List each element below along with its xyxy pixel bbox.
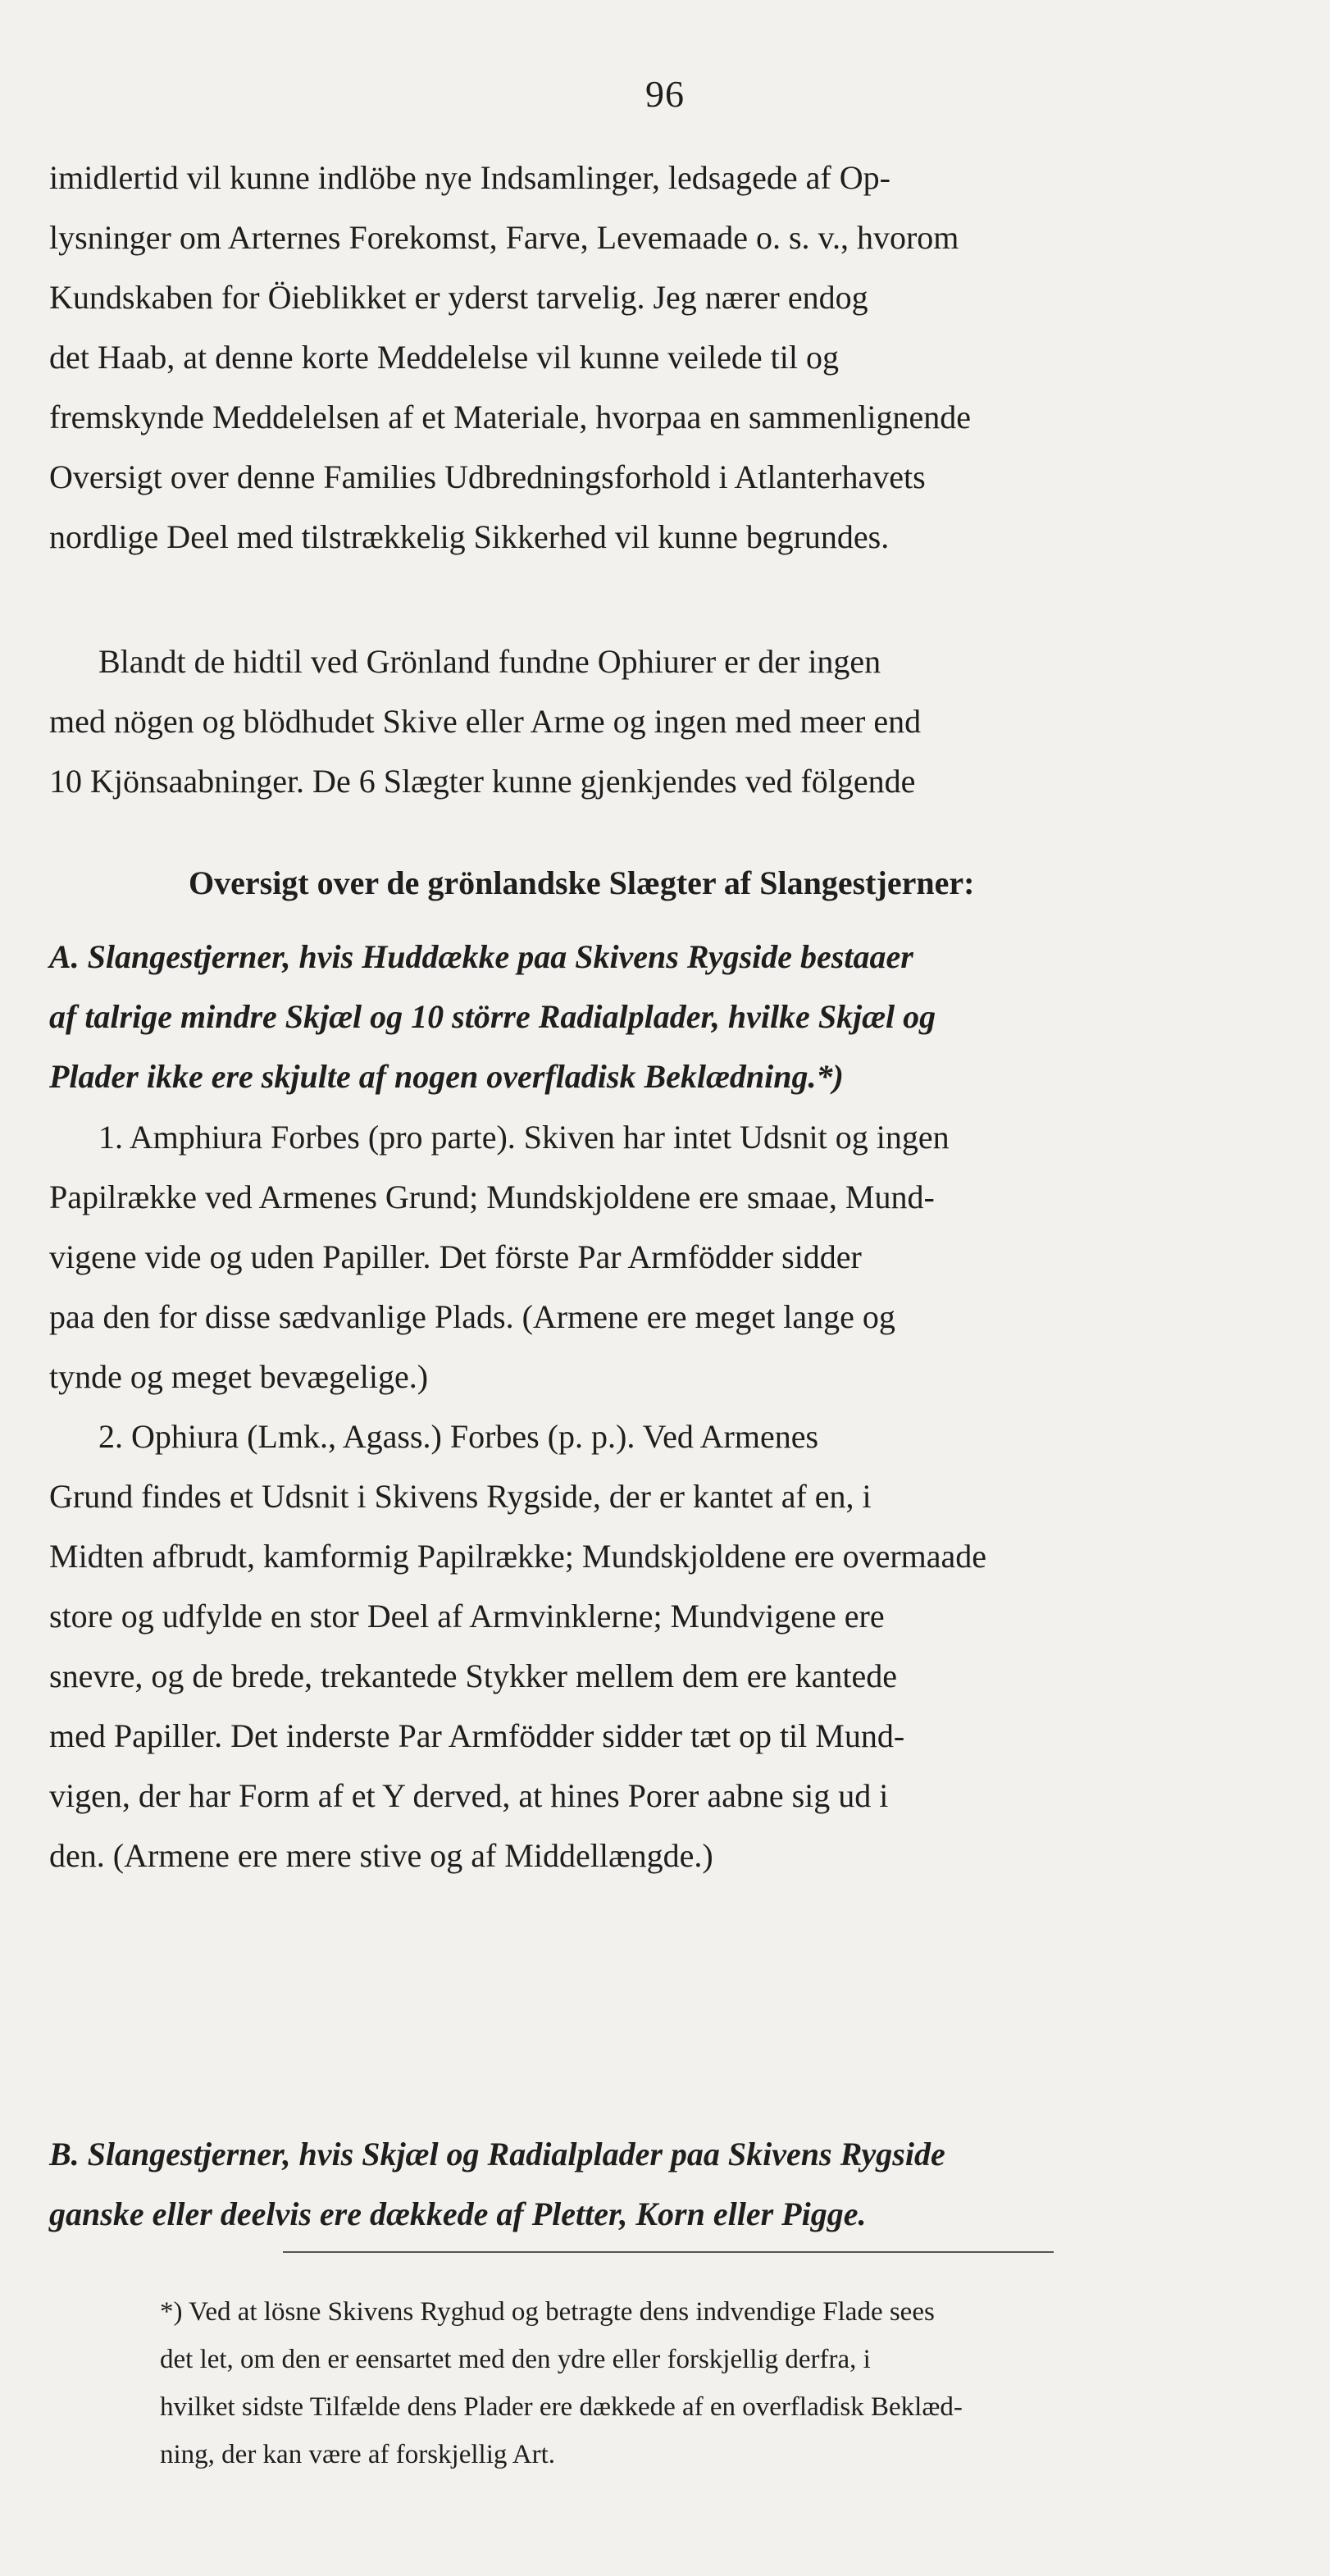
paragraph-ophiurer: [49, 631, 1328, 811]
text-line: store og udfylde en stor Deel af Armvinklerne; Mundvigene ere: [49, 1598, 885, 1635]
text-line: A. Slangestjerner, hvis Huddække paa Skivens Rygside bestaaer: [49, 938, 913, 975]
text-line: ganske eller deelvis ere dækkede af Pletter, Korn eller Pigge.: [49, 2195, 867, 2232]
section-a: [49, 927, 1328, 1106]
text-line: fremskynde Meddelelsen af et Materiale, hvorpaa en sammenlignende: [49, 399, 972, 435]
text-line: Kundskaben for Öieblikket er yderst tarvelig. Jeg nærer endog: [49, 279, 868, 316]
text-line: vigene vide og uden Papiller. Det förste Par Armfödder sidder: [49, 1238, 862, 1275]
text-line: det Haab, at denne korte Meddelelse vil kunne veilede til og: [49, 339, 840, 376]
footnote: [160, 2288, 1324, 2478]
text-line: 1. Amphiura Forbes (pro parte). Skiven har intet Udsnit og ingen: [98, 1119, 950, 1156]
section-b: [49, 2124, 1328, 2244]
text-line: den. (Armene ere mere stive og af Middellængde.): [49, 1837, 713, 1874]
footnote-line: *) Ved at lösne Skivens Ryghud og betragte dens indvendige Flade sees: [160, 2297, 935, 2327]
text-line: imidlertid vil kunne indlöbe nye Indsamlinger, ledsagede af Op-: [49, 159, 890, 196]
text-line: Midten afbrudt, kamformig Papilrække; Mundskjoldene ere overmaade: [49, 1538, 987, 1575]
item-ophiura: [49, 1407, 1328, 1885]
text-line: 10 Kjönsaabninger. De 6 Slægter kunne gjenkjendes ved fölgende: [49, 763, 916, 800]
text-line: paa den for disse sædvanlige Plads. (Armene ere meget lange og: [49, 1298, 895, 1335]
text-line: tynde og meget bevægelige.): [49, 1358, 429, 1395]
text-line: af talrige mindre Skjæl og 10 större Radialplader, hvilke Skjæl og: [49, 998, 936, 1035]
text-line: lysninger om Arternes Forekomst, Farve, Levemaade o. s. v., hvorom: [49, 219, 959, 256]
footnote-line: det let, om den er eensartet med den ydre eller forskjellig derfra, i: [160, 2345, 871, 2374]
text-line: med nögen og blödhudet Skive eller Arme og ingen med meer end: [49, 703, 922, 740]
item-amphiura: [49, 1107, 1328, 1407]
text-line: Grund findes et Udsnit i Skivens Rygside, der er kantet af en, i: [49, 1478, 872, 1515]
footnote-divider: [283, 2251, 1054, 2253]
text-line: snevre, og de brede, trekantede Stykker mellem dem ere kantede: [49, 1657, 898, 1694]
footnote-line: hvilket sidste Tilfælde dens Plader ere dækkede af en overfladisk Beklæd-: [160, 2392, 963, 2422]
text-line: Papilrække ved Armenes Grund; Mundskjoldene ere smaae, Mund-: [49, 1179, 935, 1215]
text-line: Plader ikke ere skjulte af nogen overfladisk Beklædning.*): [49, 1058, 844, 1095]
section-heading: [189, 853, 1320, 913]
text-line: vigen, der har Form af et Y derved, at hines Porer aabne sig ud i: [49, 1777, 889, 1814]
page-number: 96: [645, 73, 685, 115]
text-line: Oversigt over denne Families Udbredningsforhold i Atlanterhavets: [49, 458, 926, 495]
heading-text: Oversigt over de grönlandske Slægter af Slangestjerner:: [189, 864, 975, 901]
footnote-line: ning, der kan være af forskjellig Art.: [160, 2440, 556, 2469]
text-line: 2. Ophiura (Lmk., Agass.) Forbes (p. p.). Ved Armenes: [98, 1418, 819, 1455]
text-line: nordlige Deel med tilstrækkelig Sikkerhed vil kunne begrundes.: [49, 518, 890, 555]
paragraph-intro: [49, 148, 1328, 567]
text-line: Blandt de hidtil ved Grönland fundne Ophiurer er der ingen: [98, 643, 881, 680]
text-line: B. Slangestjerner, hvis Skjæl og Radialplader paa Skivens Rygside: [49, 2136, 945, 2173]
text-line: med Papiller. Det inderste Par Armfödder sidder tæt op til Mund-: [49, 1717, 905, 1754]
